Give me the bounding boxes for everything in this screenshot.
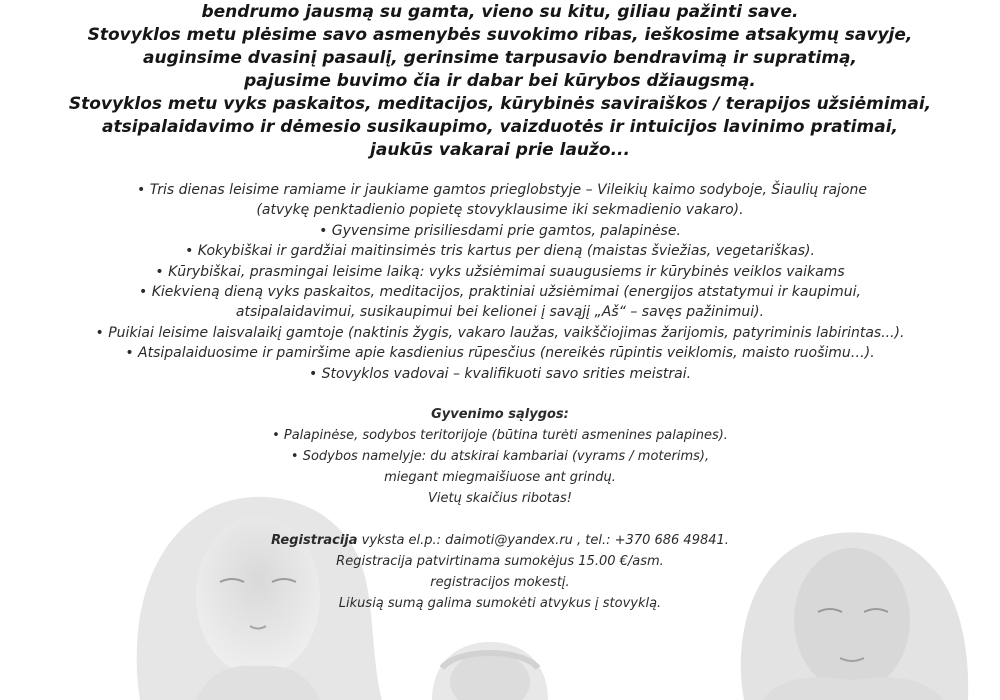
registration-line	[0, 530, 1000, 551]
camp-features-list	[0, 180, 1000, 384]
list-item: Vietų skaičius ribotas!	[428, 491, 572, 507]
list-item: • Kūrybiškai, prasmingai leisime laiką: vyks užsiėmimai suaugusiems ir kūrybinės veiklos vaikams	[155, 263, 845, 280]
list-item: • Stovyklos vadovai – kvalifikuoti savo srities meistrai.	[308, 365, 692, 382]
list-item: atsipalaidavimui, susikaupimui bei kelionei į savąjį „Aš“ – savęs pažinimui).	[235, 304, 765, 321]
list-item: • Atsipalaiduosime ir pamiršime apie kasdienius rūpesčius (nereikės rūpintis veiklomis, maisto ruošimu…).	[125, 345, 875, 362]
list-item: • Kiekvieną dieną vyks paskaitos, meditacijos, praktiniai užsiėmimai (energijos atstatymui ir kaupimui,	[139, 284, 861, 301]
child-meditating-image	[412, 638, 568, 700]
registration-section	[0, 530, 1000, 614]
registration-line: Likusią sumą galima sumokėti atvykus į stovyklą.	[338, 596, 662, 612]
registration-contact: vyksta el.p.: daimoti@yandex.ru , tel.: +370 686 49841.	[357, 533, 729, 549]
intro-paragraph	[0, 1, 1000, 162]
list-item: • Tris dienas leisime ramiame ir jaukiame gamtos prieglobstyje – Vileikių kaimo sodyboje, Šiaulių rajone	[137, 182, 867, 198]
intro-line: pajusime buvimo čia ir dabar bei kūrybos džiaugsmą.	[244, 71, 756, 91]
intro-line: atsipalaidavimo ir dėmesio susikaupimo, vaizduotės ir intuicijos lavinimo pratimai,	[102, 117, 898, 137]
registration-line: registracijos mokestį.	[430, 575, 570, 591]
intro-line: bendrumo jausmą su gamta, vieno su kitu, giliau pažinti save.	[201, 2, 799, 22]
intro-line: jaukūs vakarai prie laužo...	[370, 140, 630, 160]
registration-label: Registracija	[271, 533, 358, 549]
list-item: • Sodybos namelyje: du atskirai kambariai (vyrams / moterims),	[290, 449, 710, 465]
list-item: miegant miegmaišiuose ant grindų.	[384, 470, 616, 486]
list-item: • Puikiai leisime laisvalaikį gamtoje (naktinis žygis, vakaro laužas, vaikščiojimas žarijomis, patyriminis labirintas...).	[95, 324, 905, 341]
intro-line: auginsime dvasinį pasaulį, gerinsime tarpusavio bendravimą ir supratimą,	[143, 48, 857, 68]
living-conditions-section	[0, 404, 1000, 509]
list-item: • Gyvensime prisiliesdami prie gamtos, palapinėse.	[319, 222, 681, 239]
registration-line: Registracija patvirtinama sumokėjus 15.00 €/asm.	[336, 554, 664, 570]
list-item: (atvykę penktadienio popietę stovyklausime iki sekmadienio vakaro).	[256, 202, 744, 219]
list-item: • Palapinėse, sodybos teritorijoje (būtina turėti asmenines palapines).	[272, 428, 728, 444]
intro-line: Stovyklos metu vyks paskaitos, meditacijos, kūrybinės saviraiškos / terapijos užsiėmimai,	[68, 94, 932, 114]
intro-line: Stovyklos metu plėsime savo asmenybės suvokimo ribas, ieškosime atsakymų savyje,	[87, 25, 913, 45]
list-item: • Kokybiškai ir gardžiai maitinsimės tris kartus per dieną (maistas šviežias, vegetariškas).	[185, 243, 815, 260]
living-conditions-heading: Gyvenimo sąlygos:	[431, 407, 569, 423]
